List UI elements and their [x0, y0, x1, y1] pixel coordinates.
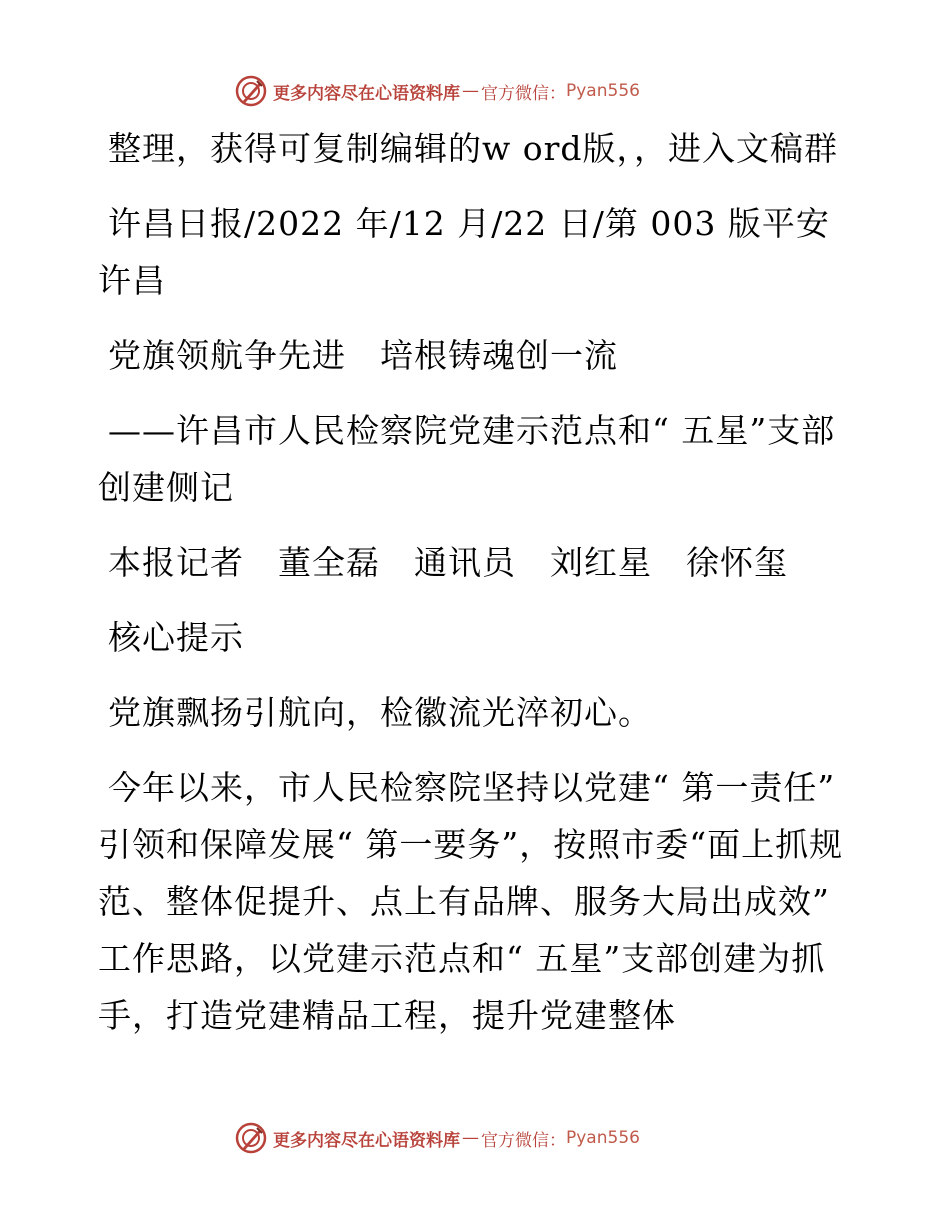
document-body	[98, 120, 858, 1062]
watermark-wechat-id: Pyan556	[566, 1128, 640, 1148]
article-title: 党旗领航争先进 培根铸魂创一流	[108, 336, 618, 375]
watermark-text: 更多内容尽在心语资料库	[273, 1130, 460, 1151]
logo-icon	[235, 75, 267, 107]
watermark-separator: —	[462, 1128, 479, 1148]
header-watermark	[235, 74, 640, 108]
footer-watermark	[235, 1121, 640, 1155]
watermark-wechat-label: 官方微信：	[481, 83, 566, 104]
watermark-wechat-label: 官方微信：	[481, 1130, 566, 1151]
section-heading: 核心提示	[108, 618, 244, 657]
watermark-separator: —	[462, 81, 479, 101]
paragraph-source: 许昌日报/2022 年/12 月/22 日/第 003 版平安许昌	[98, 204, 830, 300]
logo-icon	[235, 1122, 267, 1154]
paragraph-intro: 整理，获得可复制编辑的w ord版，，进入文稿群	[108, 129, 839, 168]
watermark-text: 更多内容尽在心语资料库	[273, 83, 460, 104]
paragraph-body: 今年以来，市人民检察院坚持以党建“ 第一责任” 引领和保障发展“ 第一要务”，按照市委“面上抓规范、整体促提升、点上有品牌、服务大局出成效” 工作思路，以党建示范点和“ 五星”支部创建为抓手，打造党建精品工程，提升党建整体	[98, 768, 844, 1035]
article-byline: 本报记者 董全磊 通讯员 刘红星 徐怀玺	[108, 543, 788, 582]
article-subtitle: ——许昌市人民检察院党建示范点和“ 五星”支部创建侧记	[98, 411, 836, 507]
paragraph-summary: 党旗飘扬引航向，检徽流光淬初心。	[108, 693, 652, 732]
watermark-wechat-id: Pyan556	[566, 81, 640, 101]
